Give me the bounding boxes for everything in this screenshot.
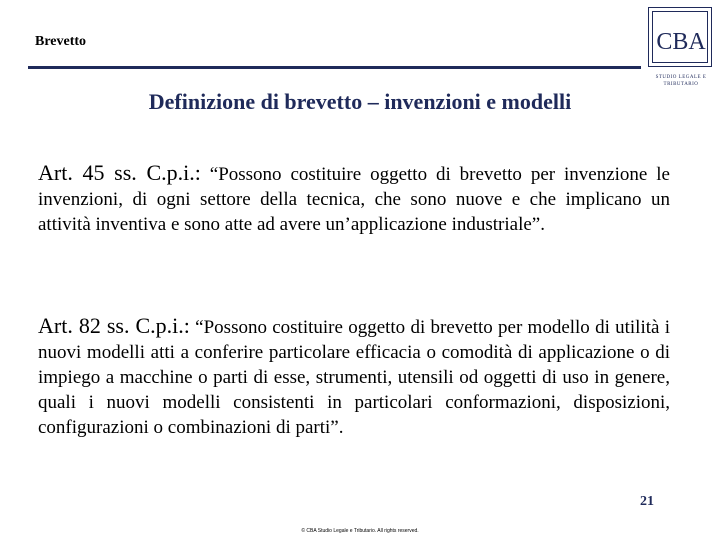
article-45-text: “Possono costituire oggetto di brevetto per invenzione le invenzioni, di ogni settore della tecnica, che sono nuove e che implicano un attività inventiva e sono atte ad avere un’applicazione industriale”. (38, 164, 670, 235)
article-82-paragraph (38, 313, 670, 440)
article-82-ref: Art. 82 ss. C.p.i.: (38, 313, 190, 338)
article-45-paragraph (38, 160, 670, 237)
section-label: Brevetto (35, 34, 87, 49)
article-45-ref: Art. 45 ss. C.p.i.: (38, 160, 201, 185)
slide-title: Definizione di brevetto – invenzioni e modelli (148, 89, 572, 114)
header-divider (28, 66, 641, 69)
copyright-footer: © CBA Studio Legale e Tributario. All rights reserved. (301, 528, 419, 534)
cba-logo (648, 7, 712, 67)
logo-subtext: STUDIO LEGALE E TRIBUTARIO (655, 75, 707, 87)
logo-text: CBA (656, 29, 706, 55)
page-number: 21 (640, 494, 654, 509)
article-82-text: “Possono costituire oggetto di brevetto per modello di utilità i nuovi modelli atti a conferire particolare efficacia o comodità di applicazione o di impiego a macchine o parti di esse, strumenti, utensili od oggetti di uso in genere, quali i nuovi modelli consistenti in particolari conformazioni, disposizioni, configurazioni o combinazioni di parti”. (38, 317, 670, 438)
